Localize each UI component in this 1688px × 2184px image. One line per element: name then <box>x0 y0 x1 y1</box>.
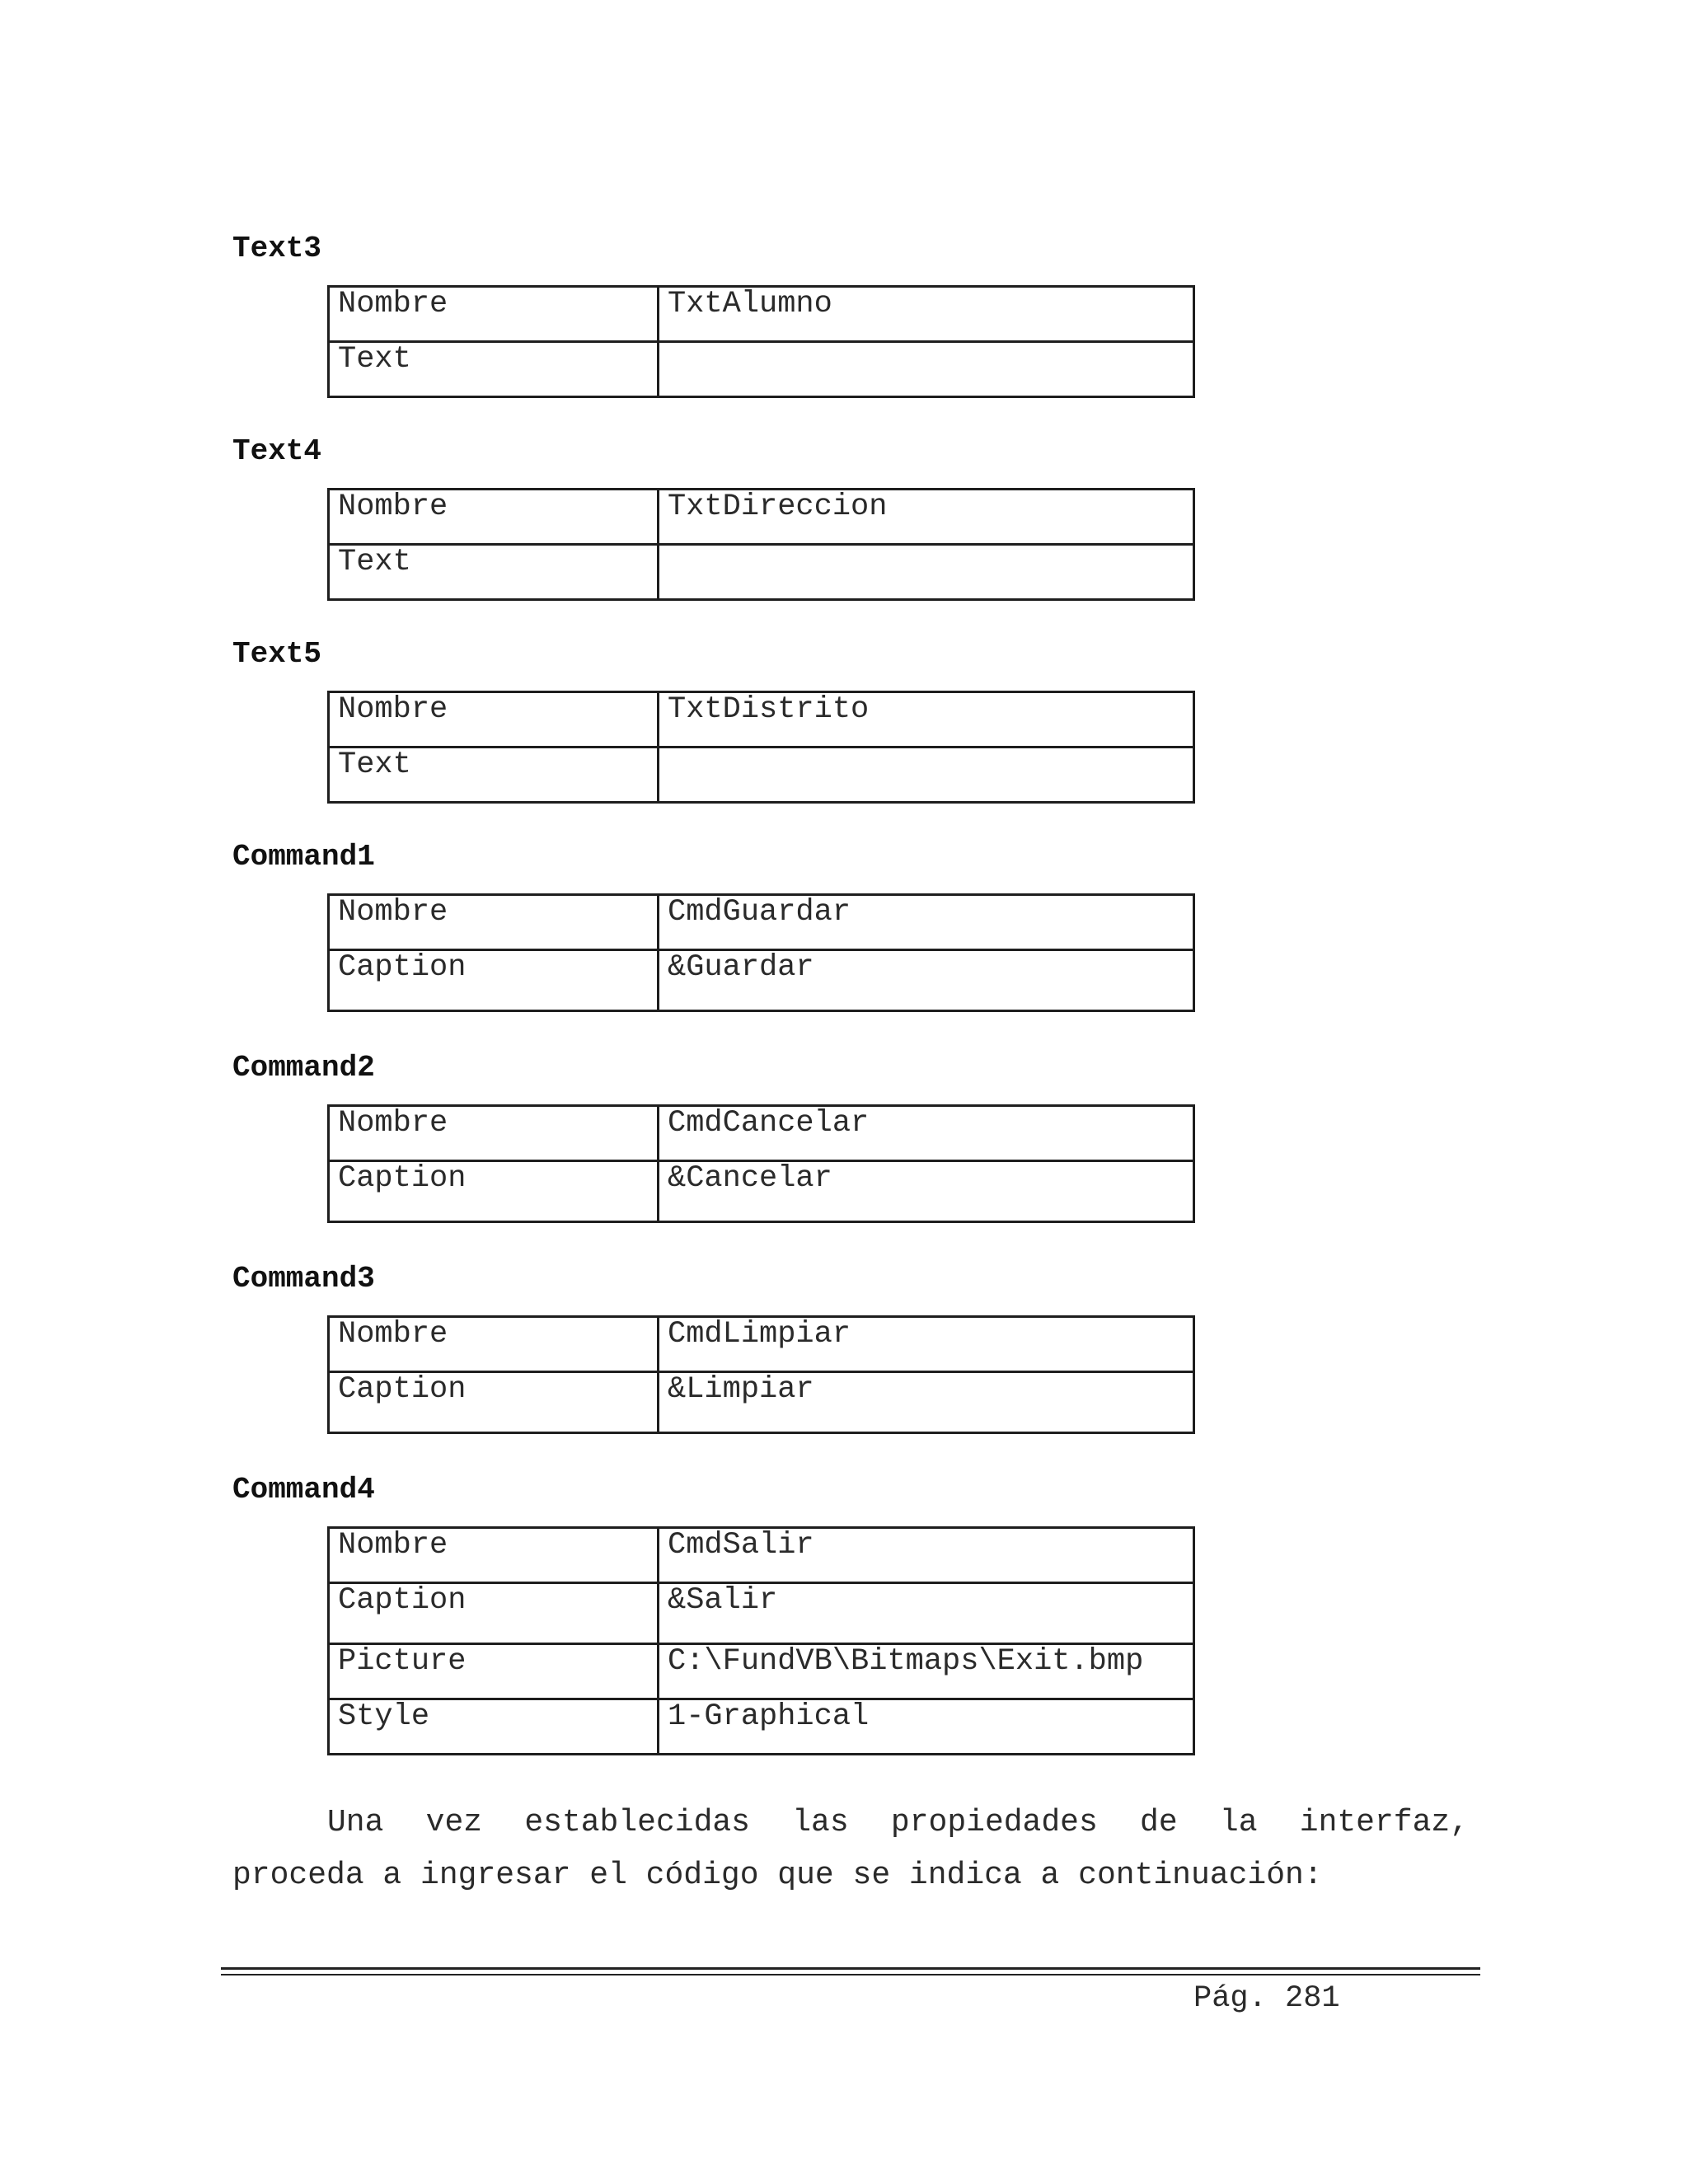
property-value-cell <box>659 545 1194 600</box>
table-row <box>329 950 1194 1011</box>
property-name-cell: Style <box>329 1699 659 1755</box>
properties-table <box>327 1315 1195 1434</box>
property-name-cell: Caption <box>329 950 659 1011</box>
properties-table <box>327 691 1195 804</box>
paragraph-line: Una vez establecidas las propiedades de la interfaz, <box>327 1805 1469 1840</box>
property-name-cell: Nombre <box>329 1106 659 1161</box>
table-row <box>329 545 1194 600</box>
table-row <box>329 1528 1194 1583</box>
footer-rule <box>221 1974 1480 1975</box>
property-name-cell: Nombre <box>329 1317 659 1372</box>
section-heading: Command3 <box>232 1262 375 1296</box>
property-name-cell: Nombre <box>329 692 659 748</box>
property-name-cell: Text <box>329 748 659 803</box>
table-row <box>329 1317 1194 1372</box>
paragraph-line: proceda a ingresar el código que se indica a continuación: <box>232 1858 1323 1893</box>
property-value-cell: TxtDistrito <box>659 692 1194 748</box>
page-number: Pág. 281 <box>1193 1981 1340 2016</box>
property-name-cell: Text <box>329 342 659 397</box>
property-name-cell: Nombre <box>329 287 659 342</box>
property-value-cell: &Cancelar <box>659 1161 1194 1222</box>
property-value-cell: C:\FundVB\Bitmaps\Exit.bmp <box>659 1644 1194 1699</box>
property-name-cell: Picture <box>329 1644 659 1699</box>
section-heading: Text3 <box>232 232 322 265</box>
table-row <box>329 342 1194 397</box>
property-value-cell: CmdCancelar <box>659 1106 1194 1161</box>
table-row <box>329 490 1194 545</box>
table-row <box>329 1372 1194 1433</box>
property-name-cell: Caption <box>329 1161 659 1222</box>
table-row <box>329 287 1194 342</box>
section-heading: Command4 <box>232 1473 375 1507</box>
section-heading: Text4 <box>232 434 322 468</box>
properties-table <box>327 1526 1195 1755</box>
properties-table <box>327 285 1195 398</box>
section-heading: Text5 <box>232 637 322 671</box>
property-value-cell: &Limpiar <box>659 1372 1194 1433</box>
section-heading: Command2 <box>232 1051 375 1085</box>
property-value-cell: CmdSalir <box>659 1528 1194 1583</box>
table-row <box>329 1699 1194 1755</box>
table-row <box>329 1644 1194 1699</box>
property-value-cell: &Guardar <box>659 950 1194 1011</box>
property-name-cell: Text <box>329 545 659 600</box>
table-row <box>329 692 1194 748</box>
property-value-cell <box>659 748 1194 803</box>
property-name-cell: Nombre <box>329 1528 659 1583</box>
properties-table <box>327 893 1195 1012</box>
property-value-cell: CmdGuardar <box>659 895 1194 950</box>
property-name-cell: Nombre <box>329 490 659 545</box>
table-row <box>329 1583 1194 1644</box>
property-value-cell <box>659 342 1194 397</box>
property-value-cell: &Salir <box>659 1583 1194 1644</box>
footer-rule <box>221 1967 1480 1970</box>
property-name-cell: Caption <box>329 1583 659 1644</box>
property-name-cell: Nombre <box>329 895 659 950</box>
property-value-cell: 1-Graphical <box>659 1699 1194 1755</box>
properties-table <box>327 1104 1195 1223</box>
property-name-cell: Caption <box>329 1372 659 1433</box>
property-value-cell: CmdLimpiar <box>659 1317 1194 1372</box>
table-row <box>329 895 1194 950</box>
table-row <box>329 748 1194 803</box>
properties-table <box>327 488 1195 601</box>
table-row <box>329 1161 1194 1222</box>
table-row <box>329 1106 1194 1161</box>
body-paragraph <box>232 1797 1469 1902</box>
property-value-cell: TxtDireccion <box>659 490 1194 545</box>
section-heading: Command1 <box>232 840 375 874</box>
property-value-cell: TxtAlumno <box>659 287 1194 342</box>
